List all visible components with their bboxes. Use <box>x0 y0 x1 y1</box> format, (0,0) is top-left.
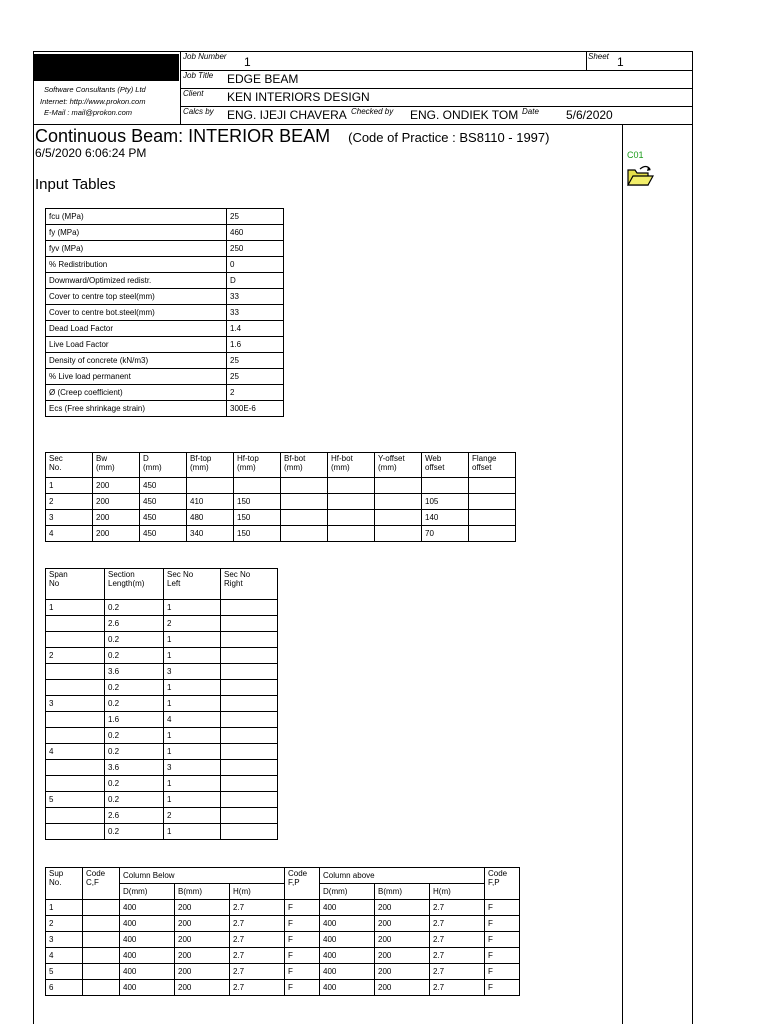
sections-cell: 450 <box>140 478 187 494</box>
supports-cell: 2.7 <box>230 932 285 948</box>
spans-cell <box>46 808 105 824</box>
spans-cell: 1 <box>164 696 221 712</box>
supports-header-row <box>46 868 520 884</box>
parameter-row <box>46 321 284 337</box>
spans-cell <box>221 712 278 728</box>
spans-cell: 1 <box>164 648 221 664</box>
job-title-label: Job Title <box>183 71 214 80</box>
margin-column-divider <box>622 124 623 1024</box>
sections-cell: 4 <box>46 526 93 542</box>
supports-cell: F <box>485 964 520 980</box>
parameter-value: D <box>227 273 284 289</box>
sections-cell <box>375 494 422 510</box>
spans-cell: 0.2 <box>105 696 164 712</box>
spans-cell <box>221 600 278 616</box>
supports-cell: 200 <box>375 916 430 932</box>
supports-cell: 200 <box>175 900 230 916</box>
sections-cell <box>375 478 422 494</box>
parameter-value: 1.6 <box>227 337 284 353</box>
sheet-value: 1 <box>617 55 624 69</box>
parameter-name: fy (MPa) <box>46 225 227 241</box>
spans-cell <box>46 728 105 744</box>
supports-cell: 2.7 <box>230 980 285 996</box>
supports-cell: 400 <box>320 932 375 948</box>
header-rule <box>180 70 693 71</box>
sections-header-cell: Sec No. <box>46 453 93 478</box>
supports-cell: 200 <box>375 900 430 916</box>
parameter-row <box>46 385 284 401</box>
spans-cell: 3 <box>46 696 105 712</box>
open-folder-icon[interactable] <box>626 164 654 188</box>
supports-cell: 400 <box>120 980 175 996</box>
supports-cell: 200 <box>375 964 430 980</box>
supports-cell: 5 <box>46 964 83 980</box>
parameter-name: Downward/Optimized redistr. <box>46 273 227 289</box>
spans-cell: 4 <box>46 744 105 760</box>
supports-cell: 200 <box>175 948 230 964</box>
supports-cell: 2.7 <box>430 948 485 964</box>
spans-row <box>46 664 278 680</box>
spans-cell: 1 <box>164 680 221 696</box>
supports-cell: 400 <box>320 948 375 964</box>
parameter-value: 1.4 <box>227 321 284 337</box>
supports-cell: 200 <box>375 948 430 964</box>
date-label: Date <box>522 107 539 116</box>
parameter-value: 25 <box>227 209 284 225</box>
spans-cell <box>221 728 278 744</box>
spans-cell <box>221 632 278 648</box>
spans-cell <box>221 792 278 808</box>
supports-header-sup: Sup No. <box>46 868 83 900</box>
supports-cell: 200 <box>375 980 430 996</box>
sections-cell: 70 <box>422 526 469 542</box>
parameter-value: 0 <box>227 257 284 273</box>
spans-cell: 1 <box>164 632 221 648</box>
spans-row <box>46 824 278 840</box>
supports-row <box>46 916 520 932</box>
sections-cell: 450 <box>140 494 187 510</box>
parameter-value: 33 <box>227 289 284 305</box>
parameter-row <box>46 337 284 353</box>
spans-table <box>45 568 278 840</box>
spans-cell: 1 <box>46 600 105 616</box>
header-rule <box>180 106 693 107</box>
sections-cell: 450 <box>140 510 187 526</box>
spans-cell <box>46 824 105 840</box>
sections-cell <box>422 478 469 494</box>
spans-row <box>46 648 278 664</box>
supports-subheader-cell: B(mm) <box>175 884 230 900</box>
spans-cell: 3 <box>164 664 221 680</box>
spans-row <box>46 792 278 808</box>
supports-cell: 400 <box>320 900 375 916</box>
supports-cell: 6 <box>46 980 83 996</box>
header-divider <box>180 51 181 124</box>
spans-cell: 3 <box>164 760 221 776</box>
sections-cell <box>234 478 281 494</box>
parameter-name: Ø (Creep coefficient) <box>46 385 227 401</box>
parameter-value: 250 <box>227 241 284 257</box>
spans-cell: 1 <box>164 824 221 840</box>
spans-cell <box>221 664 278 680</box>
supports-cell: 400 <box>120 948 175 964</box>
sections-header-cell: Flange offset <box>469 453 516 478</box>
spans-cell: 0.2 <box>105 824 164 840</box>
supports-subheader-cell: H(m) <box>430 884 485 900</box>
sections-row <box>46 526 516 542</box>
supports-cell: F <box>485 980 520 996</box>
spans-cell <box>46 632 105 648</box>
spans-cell: 0.2 <box>105 792 164 808</box>
parameters-table <box>45 208 284 417</box>
parameter-name: Dead Load Factor <box>46 321 227 337</box>
supports-cell: 400 <box>120 964 175 980</box>
date-value: 5/6/2020 <box>566 108 613 122</box>
supports-cell: 2.7 <box>230 916 285 932</box>
parameter-row <box>46 369 284 385</box>
spans-row <box>46 600 278 616</box>
spans-cell <box>46 712 105 728</box>
supports-cell: 400 <box>320 964 375 980</box>
spans-cell: 4 <box>164 712 221 728</box>
supports-cell: F <box>485 932 520 948</box>
side-label: C01 <box>627 150 644 160</box>
timestamp: 6/5/2020 6:06:24 PM <box>35 146 147 160</box>
supports-cell: 2 <box>46 916 83 932</box>
document-title <box>35 126 549 147</box>
parameter-name: % Live load permanent <box>46 369 227 385</box>
spans-cell <box>46 760 105 776</box>
supports-cell <box>83 980 120 996</box>
parameter-row <box>46 273 284 289</box>
supports-header-column-above: Column above <box>320 868 485 884</box>
supports-cell: 200 <box>175 916 230 932</box>
sections-cell <box>328 510 375 526</box>
sections-row <box>46 510 516 526</box>
sections-cell: 200 <box>93 494 140 510</box>
calcs-by-value: ENG. IJEJI CHAVERA <box>227 108 347 122</box>
spans-header-cell: Section Length(m) <box>105 569 164 600</box>
parameter-name: Cover to centre bot.steel(mm) <box>46 305 227 321</box>
spans-cell <box>221 744 278 760</box>
sections-table <box>45 452 516 542</box>
spans-header-cell: Span No <box>46 569 105 600</box>
sheet-label: Sheet <box>588 52 609 61</box>
company-email: E-Mail : mail@prokon.com <box>44 108 133 117</box>
spans-cell: 2 <box>164 808 221 824</box>
parameter-name: Cover to centre top steel(mm) <box>46 289 227 305</box>
sections-cell <box>281 526 328 542</box>
supports-cell: 4 <box>46 948 83 964</box>
spans-cell <box>221 696 278 712</box>
supports-cell: F <box>285 916 320 932</box>
sections-cell: 200 <box>93 526 140 542</box>
sections-cell <box>187 478 234 494</box>
supports-cell: 400 <box>120 932 175 948</box>
company-internet: Internet: http://www.prokon.com <box>40 97 146 106</box>
supports-cell: F <box>285 948 320 964</box>
sections-header-cell: Hf-bot (mm) <box>328 453 375 478</box>
checked-by-value: ENG. ONDIEK TOM <box>410 108 519 122</box>
supports-cell: F <box>485 900 520 916</box>
sections-cell <box>375 526 422 542</box>
parameter-value: 25 <box>227 369 284 385</box>
spans-cell: 1 <box>164 792 221 808</box>
parameter-name: fyv (MPa) <box>46 241 227 257</box>
supports-cell: 2.7 <box>430 900 485 916</box>
supports-cell: F <box>485 916 520 932</box>
sections-cell <box>281 510 328 526</box>
spans-cell <box>46 664 105 680</box>
parameter-name: % Redistribution <box>46 257 227 273</box>
supports-subheader-cell: D(mm) <box>320 884 375 900</box>
sections-header-cell: Bf-bot (mm) <box>281 453 328 478</box>
spans-cell <box>221 616 278 632</box>
parameter-row <box>46 401 284 417</box>
spans-cell: 1.6 <box>105 712 164 728</box>
spans-cell: 2 <box>46 648 105 664</box>
parameter-row <box>46 289 284 305</box>
parameter-value: 2 <box>227 385 284 401</box>
sections-cell <box>469 478 516 494</box>
supports-row <box>46 932 520 948</box>
sections-header-cell: Y-offset (mm) <box>375 453 422 478</box>
sections-cell: 150 <box>234 526 281 542</box>
supports-table <box>45 867 520 996</box>
spans-row <box>46 712 278 728</box>
sections-cell: 1 <box>46 478 93 494</box>
supports-cell: F <box>285 932 320 948</box>
sections-cell: 140 <box>422 510 469 526</box>
sections-cell: 200 <box>93 510 140 526</box>
spans-row <box>46 696 278 712</box>
supports-cell: 200 <box>175 964 230 980</box>
spans-row <box>46 616 278 632</box>
spans-cell: 5 <box>46 792 105 808</box>
sections-cell: 340 <box>187 526 234 542</box>
checked-by-label: Checked by <box>351 107 394 116</box>
sections-row <box>46 494 516 510</box>
sections-cell <box>328 526 375 542</box>
supports-header-code-cf: Code C,F <box>83 868 120 900</box>
spans-cell <box>46 776 105 792</box>
supports-cell: 400 <box>120 900 175 916</box>
supports-cell: F <box>285 980 320 996</box>
spans-cell: 2.6 <box>105 808 164 824</box>
supports-row <box>46 964 520 980</box>
spans-cell <box>221 776 278 792</box>
spans-cell: 1 <box>164 728 221 744</box>
sections-row <box>46 478 516 494</box>
spans-row <box>46 744 278 760</box>
spans-cell: 0.2 <box>105 744 164 760</box>
sections-cell: 480 <box>187 510 234 526</box>
supports-cell <box>83 900 120 916</box>
spans-row <box>46 808 278 824</box>
parameter-row <box>46 225 284 241</box>
sections-cell: 150 <box>234 494 281 510</box>
section-title: Input Tables <box>35 176 116 193</box>
supports-subheader-cell: H(m) <box>230 884 285 900</box>
spans-cell <box>46 680 105 696</box>
spans-header-cell: Sec No Left <box>164 569 221 600</box>
supports-row <box>46 900 520 916</box>
spans-row <box>46 680 278 696</box>
supports-cell <box>83 964 120 980</box>
spans-cell <box>221 824 278 840</box>
header-rule <box>33 124 693 125</box>
code-of-practice: (Code of Practice : BS8110 - 1997) <box>348 130 550 145</box>
sections-cell: 150 <box>234 510 281 526</box>
sections-cell <box>328 494 375 510</box>
sections-cell <box>375 510 422 526</box>
supports-cell: 2.7 <box>430 980 485 996</box>
spans-cell: 3.6 <box>105 664 164 680</box>
spans-row <box>46 776 278 792</box>
supports-cell: 3 <box>46 932 83 948</box>
sections-cell <box>328 478 375 494</box>
sections-cell <box>281 494 328 510</box>
supports-cell: 400 <box>320 916 375 932</box>
parameter-name: Ecs (Free shrinkage strain) <box>46 401 227 417</box>
company-name: Software Consultants (Pty) Ltd <box>44 85 146 94</box>
sections-header-cell: Hf-top (mm) <box>234 453 281 478</box>
spans-cell: 1 <box>164 744 221 760</box>
spans-cell <box>221 760 278 776</box>
parameter-value: 460 <box>227 225 284 241</box>
company-logo-bar <box>34 54 179 81</box>
spans-row <box>46 760 278 776</box>
supports-cell: F <box>285 964 320 980</box>
parameter-name: Density of concrete (kN/m3) <box>46 353 227 369</box>
client-label: Client <box>183 89 204 98</box>
sections-cell: 3 <box>46 510 93 526</box>
supports-cell: F <box>485 948 520 964</box>
supports-cell: 2.7 <box>230 964 285 980</box>
supports-cell: 400 <box>320 980 375 996</box>
supports-header-column-below: Column Below <box>120 868 285 884</box>
page-frame-right <box>692 51 693 1024</box>
job-number-label: Job Number <box>183 52 227 61</box>
page-frame-left <box>33 51 34 1024</box>
spans-cell: 0.2 <box>105 648 164 664</box>
supports-row <box>46 980 520 996</box>
sections-cell: 200 <box>93 478 140 494</box>
supports-cell: 200 <box>375 932 430 948</box>
supports-cell: 200 <box>175 932 230 948</box>
sections-header-cell: Bw (mm) <box>93 453 140 478</box>
sections-cell <box>469 526 516 542</box>
spans-cell: 1 <box>164 600 221 616</box>
sections-header-row <box>46 453 516 478</box>
parameter-row <box>46 241 284 257</box>
supports-cell: 2.7 <box>430 932 485 948</box>
job-title-value: EDGE BEAM <box>227 72 299 86</box>
spans-cell: 0.2 <box>105 680 164 696</box>
sections-cell: 2 <box>46 494 93 510</box>
sections-header-cell: Bf-top (mm) <box>187 453 234 478</box>
parameter-value: 25 <box>227 353 284 369</box>
supports-cell: 400 <box>120 916 175 932</box>
spans-header-row <box>46 569 278 600</box>
sections-cell: 410 <box>187 494 234 510</box>
sections-header-cell: Web offset <box>422 453 469 478</box>
supports-cell: 2.7 <box>430 916 485 932</box>
sections-cell <box>469 510 516 526</box>
supports-cell: 2.7 <box>430 964 485 980</box>
spans-cell: 2 <box>164 616 221 632</box>
supports-cell: 200 <box>175 980 230 996</box>
spans-cell <box>221 808 278 824</box>
spans-header-cell: Sec No Right <box>221 569 278 600</box>
supports-cell <box>83 916 120 932</box>
supports-subheader-cell: B(mm) <box>375 884 430 900</box>
supports-cell <box>83 948 120 964</box>
supports-header-code-fp: Code F,P <box>485 868 520 900</box>
spans-cell: 1 <box>164 776 221 792</box>
sections-cell <box>281 478 328 494</box>
spans-row <box>46 632 278 648</box>
job-number-value: 1 <box>244 55 251 69</box>
spans-cell: 0.2 <box>105 776 164 792</box>
spans-cell: 0.2 <box>105 632 164 648</box>
spans-row <box>46 728 278 744</box>
header-rule <box>180 88 693 89</box>
sections-header-cell: D (mm) <box>140 453 187 478</box>
client-value: KEN INTERIORS DESIGN <box>227 90 370 104</box>
header-divider <box>586 51 587 70</box>
supports-row <box>46 948 520 964</box>
spans-cell <box>46 616 105 632</box>
supports-subheader-cell: D(mm) <box>120 884 175 900</box>
sections-cell <box>469 494 516 510</box>
parameter-name: Live Load Factor <box>46 337 227 353</box>
spans-cell <box>221 680 278 696</box>
supports-cell: 2.7 <box>230 948 285 964</box>
supports-header-code-fp: Code F,P <box>285 868 320 900</box>
parameter-row <box>46 305 284 321</box>
spans-cell: 2.6 <box>105 616 164 632</box>
supports-cell: 2.7 <box>230 900 285 916</box>
supports-cell: F <box>285 900 320 916</box>
supports-cell <box>83 932 120 948</box>
parameter-value: 33 <box>227 305 284 321</box>
spans-cell: 0.2 <box>105 728 164 744</box>
spans-cell <box>221 648 278 664</box>
sections-cell: 450 <box>140 526 187 542</box>
parameter-row <box>46 353 284 369</box>
parameter-row <box>46 257 284 273</box>
parameter-row <box>46 209 284 225</box>
beam-title: Continuous Beam: INTERIOR BEAM <box>35 126 331 146</box>
spans-cell: 3.6 <box>105 760 164 776</box>
parameter-value: 300E-6 <box>227 401 284 417</box>
sections-cell: 105 <box>422 494 469 510</box>
parameter-name: fcu (MPa) <box>46 209 227 225</box>
supports-cell: 1 <box>46 900 83 916</box>
spans-cell: 0.2 <box>105 600 164 616</box>
calcs-by-label: Calcs by <box>183 107 214 116</box>
